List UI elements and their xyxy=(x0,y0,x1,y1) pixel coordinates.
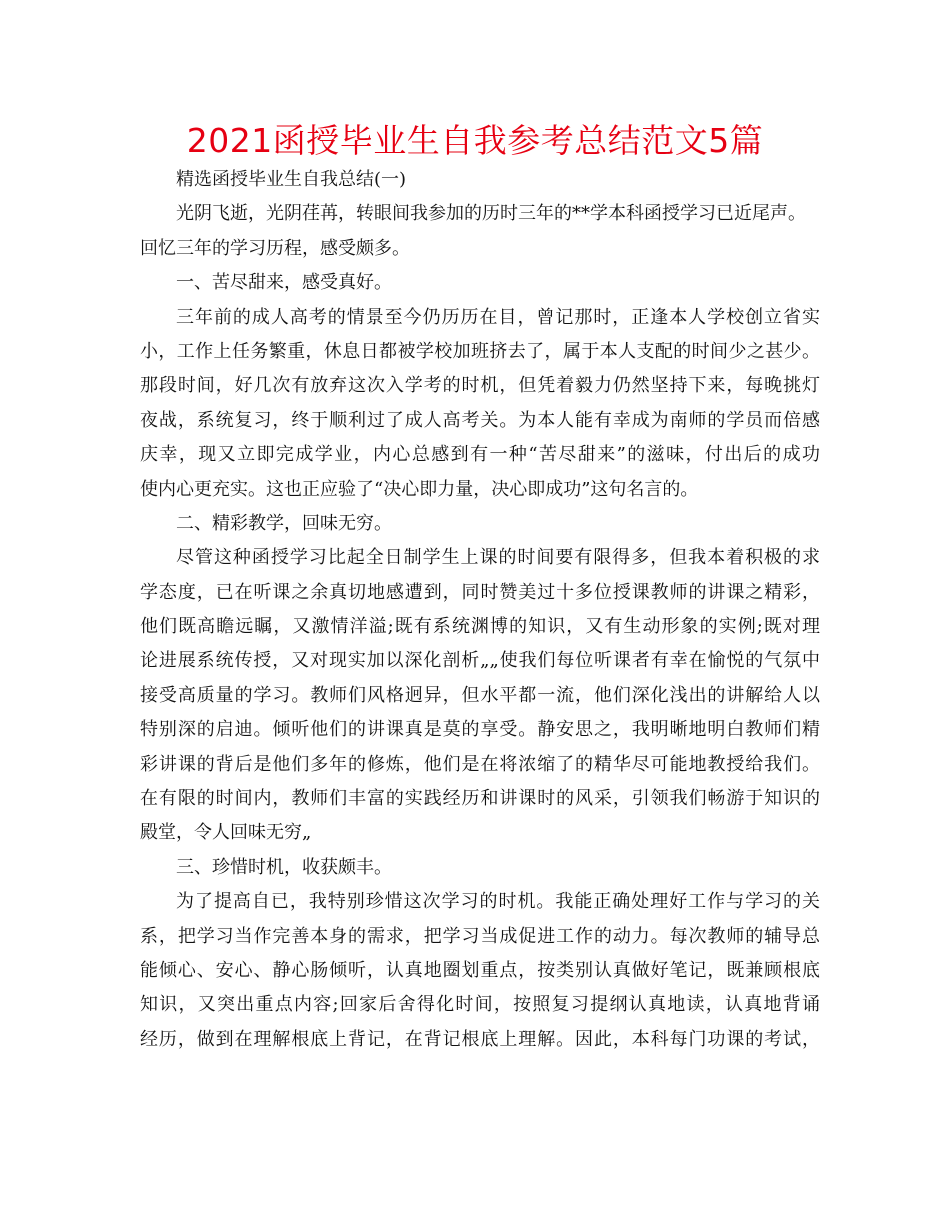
text-line: 他们既高瞻远瞩，又激情洋溢;既有系统渊博的知识，又有生动形象的实例;既对理 xyxy=(140,616,820,638)
text-line: 在有限的时间内，教师们丰富的实践经历和讲课时的风采，引领我们畅游于知识的 xyxy=(140,788,820,810)
text-line: 学态度，已在听课之余真切地感遭到，同时赞美过十多位授课教师的讲课之精彩， xyxy=(140,581,820,603)
text-line: 殿堂，令人回味无穷„ xyxy=(140,822,312,844)
text-line: 二、精彩教学，回味无穷。 xyxy=(176,512,392,534)
text-line: 那段时间，好几次有放弃这次入学考的时机，但凭着毅力仍然坚持下来，每晚挑灯 xyxy=(140,375,820,397)
document-title: 2021函授毕业生自我参考总结范文5篇 xyxy=(186,121,764,160)
text-line: 精选函授毕业生自我总结(一) xyxy=(176,169,407,190)
text-line: 接受高质量的学习。教师们风格迥异，但水平都一流，他们深化浅出的讲解给人以 xyxy=(140,684,820,706)
document-body xyxy=(140,163,820,1057)
text-line: 庆幸，现又立即完成学业，内心总感到有一种“苦尽甜来”的滋味，付出后的成功 xyxy=(140,444,820,466)
text-line: 一、苦尽甜来，感受真好。 xyxy=(176,272,392,294)
text-line: 彩讲课的背后是他们多年的修炼，他们是在将浓缩了的精华尽可能地教授给我们。 xyxy=(140,753,820,775)
text-line: 三、珍惜时机，收获颇丰。 xyxy=(176,856,392,878)
text-line: 小，工作上任务繁重，休息日都被学校加班挤去了，属于本人支配的时间少之甚少。 xyxy=(140,340,820,362)
text-line: 经历，做到在理解根底上背记，在背记根底上理解。因此，本科每门功课的考试， xyxy=(140,1028,820,1050)
text-line: 为了提高自已，我特别珍惜这次学习的时机。我能正确处理好工作与学习的关 xyxy=(176,891,820,913)
text-line: 尽管这种函授学习比起全日制学生上课的时间要有限得多，但我本着积极的求 xyxy=(176,547,820,569)
text-line: 三年前的成人高考的情景至今仍历历在目，曾记那时，正逢本人学校创立省实 xyxy=(176,306,820,328)
text-line: 论进展系统传授，又对现实加以深化剖析„„使我们每位听课者有幸在愉悦的气氛中 xyxy=(140,650,820,672)
text-line: 能倾心、安心、静心肠倾听，认真地圈划重点，按类别认真做好笔记，既兼顾根底 xyxy=(140,959,820,981)
text-line: 系，把学习当作完善本身的需求，把学习当成促进工作的动力。每次教师的辅导总 xyxy=(140,925,820,947)
text-line: 特别深的启迪。倾听他们的讲课真是莫的享受。静安思之，我明晰地明白教师们精 xyxy=(140,719,820,741)
text-line: 光阴飞逝，光阴荏苒，转眼间我参加的历时三年的**学本科函授学习已近尾声。 xyxy=(176,203,806,225)
text-line: 知识，又突出重点内容;回家后舍得化时间，按照复习提纲认真地读，认真地背诵 xyxy=(140,994,820,1016)
text-line: 夜战，系统复习，终于顺利过了成人高考关。为本人能有幸成为南师的学员而倍感 xyxy=(140,409,820,431)
text-line: 使内心更充实。这也正应验了“决心即力量，决心即成功”这句名言的。 xyxy=(140,478,699,500)
text-line: 回忆三年的学习历程，感受颇多。 xyxy=(140,237,410,259)
